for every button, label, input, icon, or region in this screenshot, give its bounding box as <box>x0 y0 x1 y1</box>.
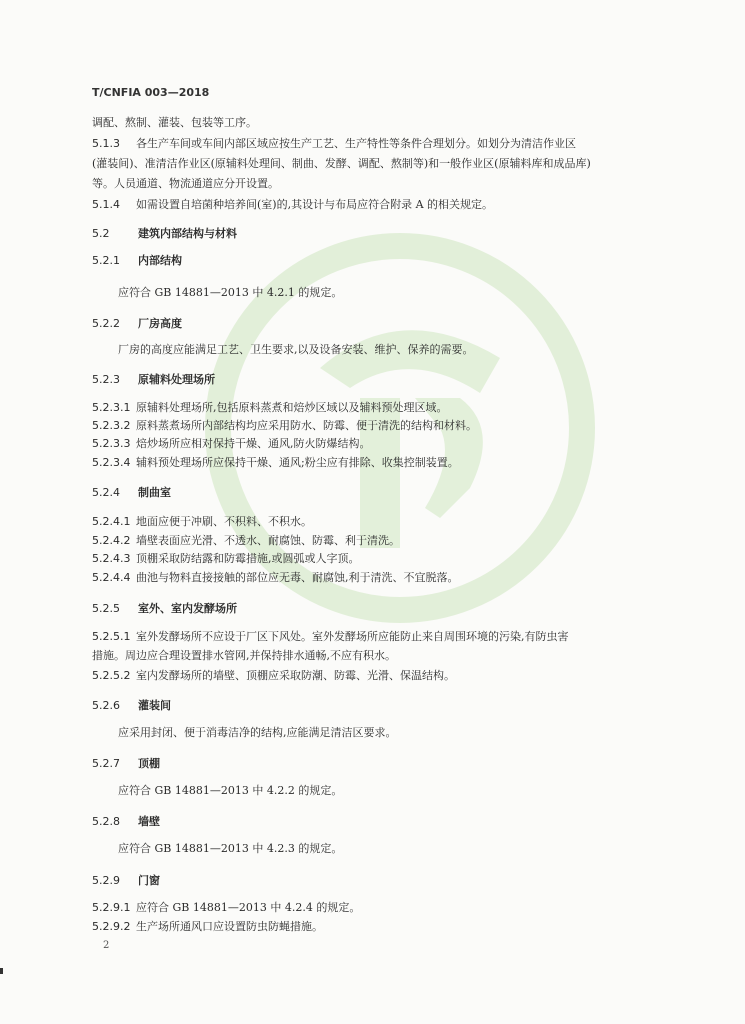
section-heading-5-2-3 <box>92 371 215 387</box>
section-heading-5-2-9 <box>92 872 160 888</box>
body-line: 应符合 GB 14881—2013 中 4.2.2 的规定。 <box>118 784 343 797</box>
section-number: 5.2.4 <box>92 486 120 499</box>
section-heading-5-2-2 <box>92 315 182 331</box>
section-number: 5.2.8 <box>92 815 120 828</box>
clause-5-2-3-1 <box>92 398 672 418</box>
section-number: 5.2 <box>92 227 110 240</box>
clause-number: 5.2.3.2 <box>92 419 131 432</box>
clause-text: 各生产车间或车间内部区域应按生产工艺、生产特性等条件合理划分。如划分为清洁作业区 <box>136 137 576 150</box>
clause-5-2-4-3 <box>92 549 672 569</box>
body-line: (灌装间)、准清洁作业区(原辅料处理间、制曲、发酵、调配、熬制等)和一般作业区(原辅料库和成品库) <box>92 157 591 170</box>
section-number: 5.2.1 <box>92 254 120 267</box>
clause-number: 5.2.4.1 <box>92 515 131 528</box>
clause-text: 曲池与物料直接接触的部位应无毒、耐腐蚀,利于清洗、不宜脱落。 <box>136 571 459 584</box>
section-title: 制曲室 <box>138 486 171 499</box>
clause-text: 顶棚采取防结露和防霉措施,或圆弧或人字顶。 <box>136 552 360 565</box>
body-line: 应采用封闭、便于消毒洁净的结构,应能满足清洁区要求。 <box>118 726 397 739</box>
section-heading-5-2-4 <box>92 484 171 500</box>
clause-number: 5.2.3.3 <box>92 437 131 450</box>
section-heading-5-2-8 <box>92 813 160 829</box>
clause-number: 5.2.4.2 <box>92 534 131 547</box>
body-line: 应符合 GB 14881—2013 中 4.2.3 的规定。 <box>118 842 343 855</box>
clause-5-2-4-1 <box>92 512 672 532</box>
clause-5-2-4-4 <box>92 568 672 588</box>
clause-text: 墙壁表面应光滑、不透水、耐腐蚀、防霉、利于清洗。 <box>136 534 400 547</box>
clause-5-2-5-1 <box>92 627 672 647</box>
section-title: 灌装间 <box>138 699 171 712</box>
section-title: 内部结构 <box>138 254 182 267</box>
clause-text: 焙炒场所应相对保持干燥、通风,防火防爆结构。 <box>136 437 371 450</box>
clause-number: 5.2.5.1 <box>92 630 131 643</box>
section-title: 墙壁 <box>138 815 160 828</box>
clause-5-2-9-1 <box>92 898 672 918</box>
section-heading-5-2-5 <box>92 600 237 616</box>
clause-number: 5.2.4.3 <box>92 552 131 565</box>
section-title: 顶棚 <box>138 757 160 770</box>
body-line: 措施。周边应合理设置排水管网,并保持排水通畅,不应有积水。 <box>92 649 396 662</box>
page-number: 2 <box>103 940 110 951</box>
clause-number: 5.1.3 <box>92 137 120 150</box>
clause-5-2-4-2 <box>92 531 672 551</box>
section-heading-5-2 <box>92 225 237 241</box>
clause-5-2-3-4 <box>92 453 672 473</box>
clause-5-1-3 <box>92 134 672 154</box>
section-heading-5-2-1 <box>92 252 182 268</box>
section-number: 5.2.6 <box>92 699 120 712</box>
clause-number: 5.2.3.1 <box>92 401 131 414</box>
clause-number: 5.2.3.4 <box>92 456 131 469</box>
clause-number: 5.2.9.2 <box>92 920 131 933</box>
section-title: 建筑内部结构与材料 <box>138 227 237 240</box>
clause-number: 5.1.4 <box>92 198 120 211</box>
body-line: 应符合 GB 14881—2013 中 4.2.1 的规定。 <box>118 286 343 299</box>
document-header: T/CNFIA 003—2018 <box>92 86 210 99</box>
section-title: 门窗 <box>138 874 160 887</box>
section-title: 室外、室内发酵场所 <box>138 602 237 615</box>
clause-number: 5.2.9.1 <box>92 901 131 914</box>
clause-text: 原辅料处理场所,包括原料蒸煮和焙炒区域以及辅料预处理区域。 <box>136 401 448 414</box>
clause-text: 辅料预处理场所应保持干燥、通风;粉尘应有排除、收集控制装置。 <box>136 456 459 469</box>
section-number: 5.2.9 <box>92 874 120 887</box>
section-number: 5.2.2 <box>92 317 120 330</box>
clause-5-2-3-2 <box>92 416 672 436</box>
section-title: 厂房高度 <box>138 317 182 330</box>
section-number: 5.2.7 <box>92 757 120 770</box>
clause-text: 如需设置自培菌种培养间(室)的,其设计与布局应符合附录 A 的相关规定。 <box>136 198 494 211</box>
clause-5-1-4 <box>92 195 672 215</box>
clause-5-2-5-2 <box>92 666 672 686</box>
body-line: 等。人员通道、物流通道应分开设置。 <box>92 177 279 190</box>
clause-text: 室内发酵场所的墙壁、顶棚应采取防潮、防霉、光滑、保温结构。 <box>136 669 455 682</box>
clause-text: 生产场所通风口应设置防虫防蝇措施。 <box>136 920 323 933</box>
clause-number: 5.2.4.4 <box>92 571 131 584</box>
clause-5-2-9-2 <box>92 917 672 937</box>
clause-number: 5.2.5.2 <box>92 669 131 682</box>
section-heading-5-2-7 <box>92 755 160 771</box>
section-heading-5-2-6 <box>92 697 171 713</box>
clause-text: 地面应便于冲刷、不积料、不积水。 <box>136 515 312 528</box>
body-line: 调配、熬制、灌装、包装等工序。 <box>92 116 257 129</box>
body-line: 厂房的高度应能满足工艺、卫生要求,以及设备安装、维护、保养的需要。 <box>118 343 474 356</box>
clause-text: 原料蒸煮场所内部结构均应采用防水、防霉、便于清洗的结构和材料。 <box>136 419 477 432</box>
clause-5-2-3-3 <box>92 434 672 454</box>
scan-edge-mark <box>0 968 3 974</box>
clause-text: 应符合 GB 14881—2013 中 4.2.4 的规定。 <box>136 901 361 914</box>
section-title: 原辅料处理场所 <box>138 373 215 386</box>
section-number: 5.2.5 <box>92 602 120 615</box>
clause-text: 室外发酵场所不应设于厂区下风处。室外发酵场所应能防止来自周围环境的污染,有防虫害 <box>136 630 569 643</box>
section-number: 5.2.3 <box>92 373 120 386</box>
